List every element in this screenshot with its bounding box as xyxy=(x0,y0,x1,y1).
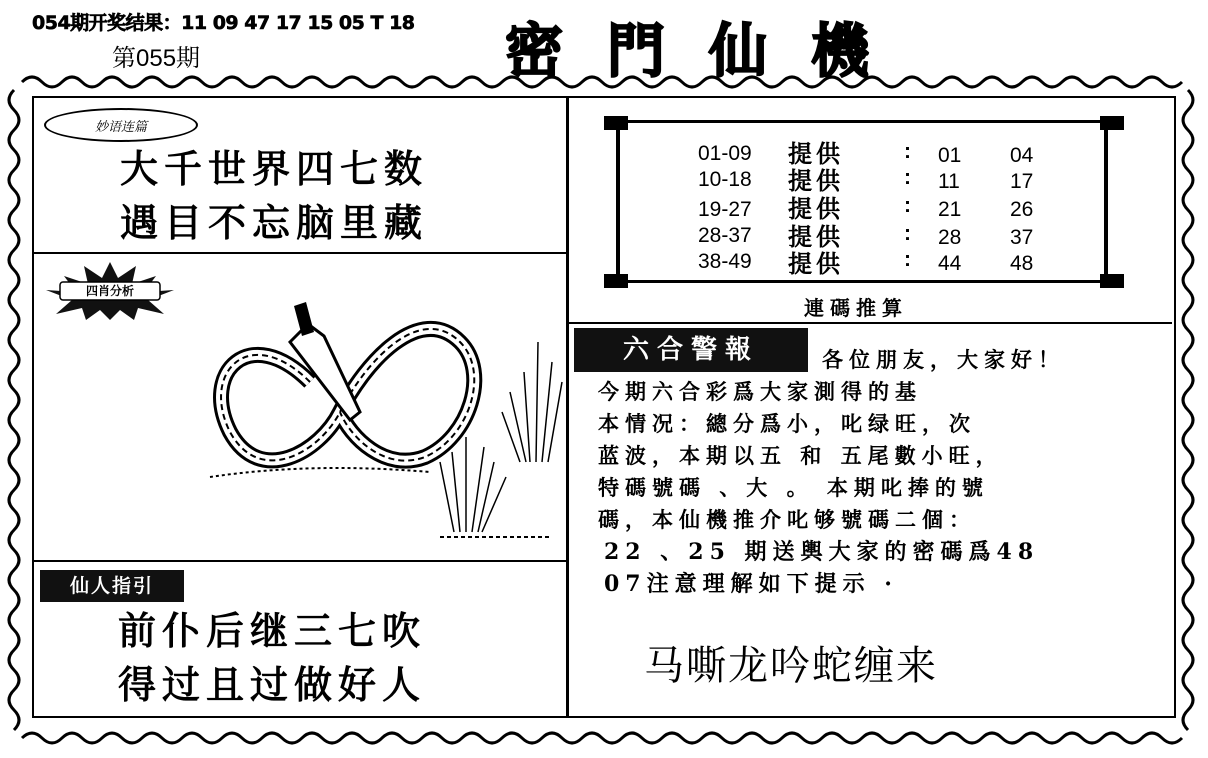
row-label: 提供 xyxy=(788,166,844,195)
divider-right-1 xyxy=(566,322,1172,324)
picture-badge-label: 四肖分析 xyxy=(85,284,134,298)
divider-left-2 xyxy=(32,560,568,562)
row-value-b: 26 xyxy=(1010,198,1034,221)
alert-line-7: 22 、25 期送輿大家的密碼爲48 xyxy=(604,539,1040,565)
alert-line-4: 蓝波，本期以五 和 五尾數小旺， xyxy=(598,443,1003,468)
row-range: 38-49 xyxy=(698,250,752,273)
row-sep: : xyxy=(904,140,911,163)
alert-line-3: 本情况：總分爲小，叱绿旺，次 xyxy=(598,411,976,436)
row-label: 提供 xyxy=(788,222,844,251)
poem-bottom-line-1: 前仆后继三七吹 xyxy=(118,608,427,653)
infinity-knife-illustration xyxy=(190,262,566,558)
poem-bottom-line-2: 得过且过做好人 xyxy=(118,662,427,707)
row-label: 提供 xyxy=(788,194,844,223)
issue-number: 第055期 xyxy=(112,45,201,72)
column-divider xyxy=(566,96,569,716)
poem-bottom-badge: 仙人指引 xyxy=(40,570,184,602)
alert-hint: 马嘶龙吟蛇缠来 xyxy=(644,643,938,689)
poem-top-badge: 妙语连篇 xyxy=(44,108,198,142)
poem-top xyxy=(120,142,428,250)
alert-badge: 六合警報 xyxy=(574,328,808,372)
row-value-b: 48 xyxy=(1010,252,1034,275)
row-range: 19-27 xyxy=(698,198,752,221)
poem-top-line-1: 大千世界四七数 xyxy=(120,146,429,191)
row-value-b: 04 xyxy=(1010,144,1034,167)
row-value-a: 21 xyxy=(938,198,962,221)
number-table-frame xyxy=(604,116,1124,288)
divider-left-1 xyxy=(32,252,568,254)
row-value-a: 01 xyxy=(938,144,962,167)
row-sep: : xyxy=(904,166,911,189)
row-value-a: 44 xyxy=(938,252,962,275)
alert-line-5: 特碼號碼 、大 。 本期叱捧的號 xyxy=(598,475,989,500)
alert-line-8: 07注意理解如下提示 · xyxy=(604,571,898,597)
row-value-b: 17 xyxy=(1010,170,1034,193)
row-range: 28-37 xyxy=(698,224,752,247)
row-sep: : xyxy=(904,222,911,245)
poem-top-line-2: 遇目不忘脑里藏 xyxy=(120,200,429,245)
alert-line-2: 今期六合彩爲大家測得的基 xyxy=(598,379,922,404)
alert-greeting: 各位朋友，大家好！ xyxy=(822,347,1065,372)
masthead-title: 密門仙機 xyxy=(505,17,914,85)
row-range: 01-09 xyxy=(698,142,752,165)
row-sep: : xyxy=(904,248,911,271)
row-value-a: 11 xyxy=(938,170,960,193)
row-value-b: 37 xyxy=(1010,226,1034,249)
row-label: 提供 xyxy=(788,139,844,168)
row-value-a: 28 xyxy=(938,226,962,249)
poem-bottom xyxy=(118,604,426,712)
row-range: 10-18 xyxy=(698,168,752,191)
previous-draw-result: 054期开奖结果：11 09 47 17 15 05 T 18 xyxy=(32,12,415,34)
picture-badge-wrap xyxy=(40,260,180,320)
alert-line-6: 碼，本仙機推介叱够號碼二個： xyxy=(598,507,976,532)
row-sep: : xyxy=(904,194,911,217)
number-table-caption: 連碼推算 xyxy=(804,296,908,320)
row-label: 提供 xyxy=(788,249,844,278)
